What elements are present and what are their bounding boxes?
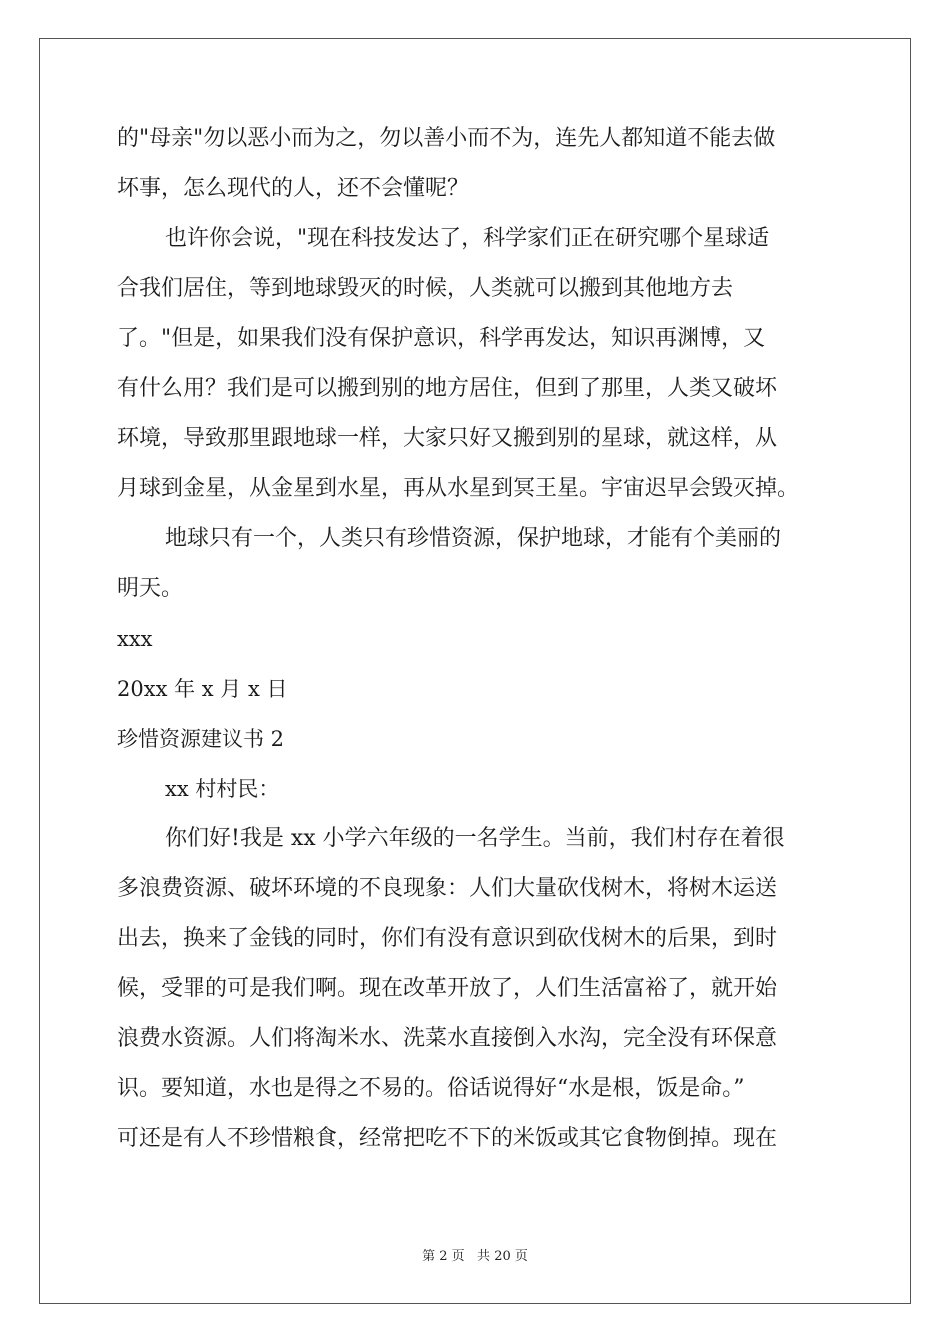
body-line: 可还是有人不珍惜粮食，经常把吃不下的米饭或其它食物倒掉。现在 (117, 1126, 778, 1151)
body-line: 合我们居住，等到地球毁灭的时候，人类就可以搬到其他地方去 (117, 276, 734, 301)
body-line: 你们好!我是 xx 小学六年级的一名学生。当前，我们村存在着很 (165, 826, 785, 851)
body-line: 了。"但是，如果我们没有保护意识，科学再发达，知识再渊博，又 (117, 326, 766, 351)
page-number: 第 2 页 共 20 页 (422, 1249, 528, 1264)
salutation: xx 村村民： (165, 777, 280, 801)
body-line: 识。要知道，水也是得之不易的。俗话说得好“水是根，饭是命。” (117, 1076, 745, 1101)
body-line: 浪费水资源。人们将淘米水、洗菜水直接倒入水沟，完全没有环保意 (117, 1026, 778, 1051)
body-line: 月球到金星，从金星到水星，再从水星到冥王星。宇宙迟早会毁灭掉。 (117, 476, 800, 501)
signature-date: 20xx 年 x 月 x 日 (117, 677, 288, 701)
section-title: 珍惜资源建议书 2 (117, 727, 285, 751)
body-line: 多浪费资源、破坏环境的不良现象：人们大量砍伐树木，将树木运送 (117, 876, 778, 901)
body-line: 坏事，怎么现代的人，还不会懂呢？ (117, 176, 470, 201)
body-line: 出去，换来了金钱的同时，你们有没有意识到砍伐树木的后果，到时 (117, 926, 778, 951)
signature-name: xxx (117, 627, 153, 651)
body-line: 环境，导致那里跟地球一样，大家只好又搬到别的星球，就这样，从 (117, 426, 778, 451)
body-line: 候，受罪的可是我们啊。现在改革开放了，人们生活富裕了，就开始 (117, 976, 778, 1001)
body-line: 也许你会说，"现在科技发达了，科学家们正在研究哪个星球适 (165, 226, 770, 251)
body-line: 有什么用？我们是可以搬到别的地方居住，但到了那里，人类又破坏 (117, 376, 778, 401)
body-line: 的"母亲"勿以恶小而为之，勿以善小而不为，连先人都知道不能去做 (117, 126, 776, 151)
body-line: 地球只有一个，人类只有珍惜资源，保护地球，才能有个美丽的 (165, 526, 782, 551)
body-line: 明天。 (117, 576, 184, 601)
